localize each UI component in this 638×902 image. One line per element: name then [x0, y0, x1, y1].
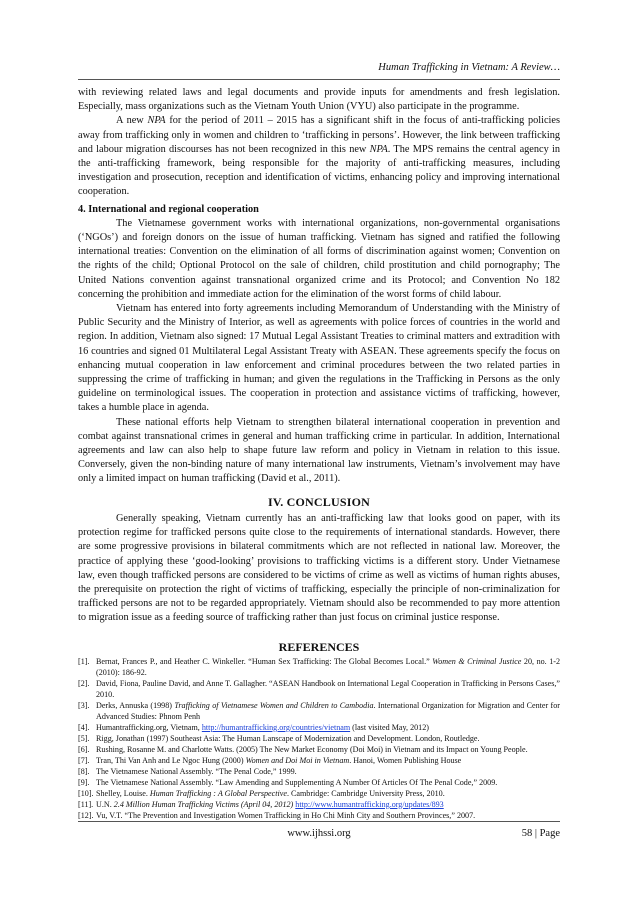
reference-number: [3].	[78, 700, 90, 710]
header-divider	[78, 79, 560, 80]
reference-item	[78, 656, 560, 678]
conclusion-heading: IV. CONCLUSION	[268, 494, 370, 509]
reference-text: Rigg, Jonathan (1997) Southeast Asia: The Human Lanscape of Modernization and Development. London, Routledge.	[96, 733, 480, 743]
reference-number: [10].	[78, 788, 94, 798]
reference-number: [4].	[78, 722, 90, 732]
reference-number: [9].	[78, 777, 90, 787]
paragraph-npa	[78, 114, 560, 199]
reference-text: Bernat, Frances P., and Heather C. Winkeller. “Human Sex Trafficking: The Global Becomes Local.” Women & Criminal Justice 20, no. 1-2 (2010): 186-92.	[96, 656, 560, 677]
text-run: for the period of 2011 – 2015 has a significant shift in the focus of anti-trafficking policies away from trafficking only in women and children to ‘trafficking in persons’. However, the link between trafficking and labour migration discourses has not been recognized in this new	[78, 115, 560, 155]
reference-number: [5].	[78, 733, 90, 743]
reference-number: [12].	[78, 810, 94, 820]
reference-number: [8].	[78, 766, 90, 776]
reference-text: The Vietnamese National Assembly. “The Penal Code,” 1999.	[96, 766, 297, 776]
reference-text: Rushing, Rosanne M. and Charlotte Watts. (2005) The New Market Economy (Doi Moi) in Vietnam and its Impact on Young People.	[96, 744, 528, 754]
running-title: Human Trafficking in Vietnam: A Review…	[378, 62, 560, 73]
reference-item	[78, 722, 560, 733]
footer-website: www.ijhssi.org	[287, 828, 351, 839]
reference-text: Derks, Annuska (1998) Trafficking of Vietnamese Women and Children to Cambodia. International Organization for Migration and Center for Advanced Studies: Phnom Penh	[96, 700, 560, 721]
reference-item	[78, 744, 560, 755]
paragraph-conclusion: Generally speaking, Vietnam currently has an anti-trafficking law that looks good on paper, with its protection regime for trafficked persons quite close to the requirements of international standards. However, there are some progressive provisions in bilateral commitments which are not reflected in national law. Moreover, the practice of applying these ‘good-looking’ provisions to trafficking victims is a different story. Under Vietnamese law, even though trafficked persons are considered to be victims of crime as well as victims of human rights abuses, the prerequisite on protection the right of victims of trafficking, especially the principle of non-criminalization for trafficked persons are not to be regarded appropriately. Vietnam should also be recommended to pay more attention to migration issue as a feeding source of trafficking rather than just focus on criminal justice response.	[78, 512, 560, 624]
reference-number: [6].	[78, 744, 90, 754]
reference-text: Shelley, Louise. Human Trafficking : A Global Perspective. Cambridge: Cambridge University Press, 2010.	[96, 788, 445, 798]
reference-item	[78, 700, 560, 722]
reference-item	[78, 777, 560, 788]
text-run: A new	[116, 115, 148, 127]
reference-item	[78, 766, 560, 777]
reference-item	[78, 678, 560, 700]
paragraph-national-efforts: These national efforts help Vietnam to strengthen bilateral international cooperation in prevention and combat against transnational crimes in general and human trafficking crime in particular. In addition, International agreements and law can also help to shape future law reform and policy in Vietnam in relation to this issue. Conversely, given the non-binding nature of many international law instruments, Vietnam’s involvement may have only a limited impact on human trafficking (David et al., 2011).	[78, 416, 560, 485]
references-heading: REFERENCES	[278, 639, 360, 654]
reference-link[interactable]: http://www.humantrafficking.org/updates/893	[295, 799, 444, 809]
italic-npa: NPA	[369, 143, 388, 155]
reference-text: Tran, Thi Van Anh and Le Ngoc Hung (2000) Women and Doi Moi in Vietnam. Hanoi, Women Publishing House	[96, 755, 462, 765]
page-body	[78, 86, 560, 821]
reference-text: U.N. 2.4 Million Human Trafficking Victims (April 04, 2012) http://www.humantrafficking.org/updates/893	[96, 799, 444, 809]
reference-number: [11].	[78, 799, 94, 809]
paragraph-treaties: The Vietnamese government works with international organizations, non-governmental organisations (‘NGOs’) and foreign donors on the issue of human trafficking. Vietnam has signed and ratified the following international treaties: Convention on the elimination of all forms of discrimination against women; Convention on the rights of the child; Optional Protocol on the sale of children, child prostitution and child pornography; The United Nations convention against transnational organized crime and its Protocol; and Convention No 182 concerning the prohibition and immediate action for the elimination of the worst forms of child labour.	[78, 217, 560, 300]
reference-item	[78, 733, 560, 744]
footer-divider	[78, 821, 560, 822]
page-number: 58 | Page	[521, 828, 560, 839]
reference-item	[78, 788, 560, 799]
reference-number: [1].	[78, 656, 90, 666]
paragraph-agreements: Vietnam has entered into forty agreements including Memorandum of Understanding with the Ministry of Public Security and the Ministry of Interior, as well as agreements with police forces of countries in the world and region. In addition, Vietnam also signed: 17 Mutual Legal Assistant Treaties to criminal matters and extradition with 16 countries and signed 01 Multilateral Legal Assistant Treaty with ASEAN. These agreements specify the focus on enhancing mutual cooperation in law enforcement and criminal procedures between the two related parties in suppressing the crime of trafficking in human; and given the regulations in the Trafficking in Persons as the only guideline on terminological issues. The cooperation in protection and assistance victims of trafficking, however, takes a humble place in agenda.	[78, 303, 560, 414]
reference-number: [7].	[78, 755, 90, 765]
reference-link[interactable]: http://humantrafficking.org/countries/vietnam	[201, 722, 351, 732]
reference-text: David, Fiona, Pauline David, and Anne T. Gallagher. “ASEAN Handbook on International Legal Cooperation in Trafficking in Persons Cases,” 2010.	[96, 678, 560, 699]
reference-item	[78, 755, 560, 766]
reference-text: Vu, V.T. “The Prevention and Investigation Women Trafficking in Ho Chi Minh City and Southern Provinces,” 2007.	[96, 810, 476, 820]
reference-text: The Vietnamese National Assembly. “Law Amending and Supplementing A Number Of Articles Of The Penal Code,” 2009.	[96, 777, 498, 787]
italic-npa: NPA	[147, 115, 166, 127]
section-heading: 4. International and regional cooperation	[78, 203, 259, 215]
reference-item	[78, 799, 560, 810]
reference-text: Humantrafficking.org, Vietnam, http://humantrafficking.org/countries/vietnam (last visited May, 2012)	[96, 722, 429, 732]
paragraph-continued: with reviewing related laws and legal documents and provide inputs for amendments and fresh legislation. Especially, mass organizations such as the Vietnam Youth Union (VYU) also participate in the programme.	[78, 87, 560, 113]
text-run: . The MPS remains the central agency in the anti-trafficking framework, being responsible for the majority of anti-trafficking measures, including investigation and prosecution, reception and identification of victims, enhancing policy and improving international cooperation.	[78, 143, 561, 198]
reference-number: [2].	[78, 678, 90, 688]
reference-item	[78, 810, 560, 821]
reference-list	[78, 656, 560, 821]
